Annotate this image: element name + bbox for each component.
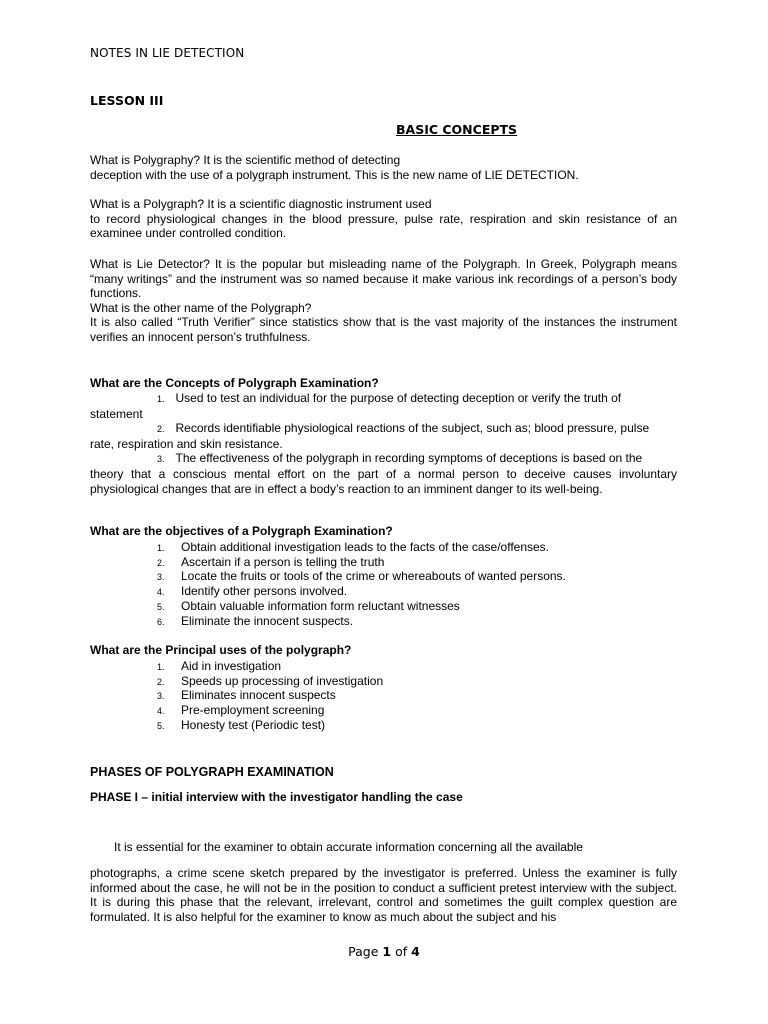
phases-heading: PHASES OF POLYGRAPH EXAMINATION — [90, 765, 334, 779]
page-word: Page — [348, 944, 379, 959]
polygraphy-line1: What is Polygraphy? It is the scientific method of detecting — [90, 153, 401, 167]
list-number: 6. — [157, 616, 165, 627]
uses-question: What are the Principal uses of the polygraph? — [90, 643, 352, 657]
list-number: 3. — [157, 691, 165, 702]
phase1-heading: PHASE I – initial interview with the investigator handling the case — [90, 790, 463, 804]
list-item-text: Eliminate the innocent suspects. — [181, 613, 354, 628]
list-number: 5. — [157, 720, 165, 731]
list-item — [157, 674, 677, 689]
list-item-text: Honesty test (Periodic test) — [181, 717, 326, 732]
other-name-question: What is the other name of the Polygraph? — [90, 300, 312, 315]
list-number: 1. — [157, 543, 165, 553]
list-item-text: Pre-employment screening — [181, 703, 325, 718]
polygraph-line1: What is a Polygraph? It is a scientific diagnostic instrument used — [90, 197, 432, 211]
list-item — [157, 718, 677, 733]
polygraph-line2: to record physiological changes in the blood pressure, pulse rate, respiration and skin resistance of an examinee under controlled condition. — [90, 211, 677, 241]
list-item-continuation: theory that a conscious mental effort on the part of a normal person to deceive causes involuntary physiological changes that are in effect a body’s reaction to an imminent danger to its well-being. — [90, 466, 677, 496]
list-item — [157, 540, 677, 555]
list-number: 2. — [157, 676, 165, 687]
list-item-text: Ascertain if a person is telling the truth — [181, 554, 385, 569]
page-total: 4 — [411, 944, 420, 959]
list-number: 3. — [157, 572, 165, 583]
list-item — [157, 688, 677, 703]
list-item-text: Records identifiable physiological reactions of the subject, such as; blood pressure, pulse — [175, 421, 650, 436]
list-item — [157, 584, 677, 599]
lie-detector-paragraph — [90, 257, 677, 345]
list-number: 3. — [157, 454, 165, 465]
of-word: of — [395, 944, 408, 959]
phase1-first-line: It is essential for the examiner to obtain accurate information concerning all the available — [114, 840, 583, 854]
polygraphy-line2: deception with the use of a polygraph instrument. This is the new name of LIE DETECTION. — [90, 167, 579, 182]
list-item — [157, 451, 677, 467]
list-item — [157, 599, 677, 614]
list-item-text: Aid in investigation — [181, 659, 282, 673]
list-item — [157, 614, 677, 629]
list-number: 1. — [157, 662, 165, 672]
list-item — [157, 421, 677, 437]
uses-list — [157, 659, 677, 733]
list-item — [157, 569, 677, 584]
list-number: 5. — [157, 601, 165, 612]
phase1-body: photographs, a crime scene sketch prepared by the investigator is preferred. Unless the examiner is fully informed about the case, he will not be in the position to conduct a sufficient pretest interview with the subject. It is during this phase that the relevant, irrelevant, control and sometimes the guilt complex question are formulated. It is also helpful for the examiner to know as much about the subject and his — [90, 866, 677, 924]
list-item-text: The effectiveness of the polygraph in recording symptoms of deceptions is based on the — [175, 451, 643, 466]
list-item — [157, 659, 677, 674]
polygraphy-paragraph — [90, 153, 677, 182]
page-footer — [0, 944, 768, 959]
list-item-continuation: rate, respiration and skin resistance. — [90, 436, 283, 451]
page-current: 1 — [382, 944, 392, 959]
list-number: 2. — [157, 424, 165, 435]
concepts-question: What are the Concepts of Polygraph Examination? — [90, 376, 379, 390]
list-item-text: Obtain additional investigation leads to the facts of the case/offenses. — [181, 540, 550, 554]
polygraph-paragraph — [90, 197, 677, 241]
list-item-text: Locate the fruits or tools of the crime or whereabouts of wanted persons. — [181, 569, 566, 584]
list-item-continuation: statement — [90, 406, 143, 421]
other-name-answer: It is also called “Truth Verifier” since statistics show that is the vast majority of the instances the instrument verifies an innocent person’s truthfulness. — [90, 315, 677, 344]
objectives-question: What are the objectives of a Polygraph Examination? — [90, 524, 393, 538]
lesson-label: LESSON III — [90, 93, 164, 108]
concepts-list — [90, 391, 677, 496]
list-number: 2. — [157, 557, 165, 568]
list-item-text: Used to test an individual for the purpose of detecting deception or verify the truth of — [175, 391, 622, 405]
list-item — [157, 391, 677, 407]
list-number: 1. — [157, 394, 165, 404]
running-header: NOTES IN LIE DETECTION — [90, 46, 245, 60]
list-number: 4. — [157, 706, 165, 717]
list-item — [157, 555, 677, 570]
lie-detector-text: What is Lie Detector? It is the popular but misleading name of the Polygraph. In Greek, Polygraph means “many writings” and the instrument was so named because it make various ink recordings of a person’s body functions. — [90, 257, 677, 301]
list-item-text: Obtain valuable information form reluctant witnesses — [181, 598, 460, 613]
list-item-text: Identify other persons involved. — [181, 584, 348, 599]
section-title: BASIC CONCEPTS — [396, 122, 518, 137]
list-item-text: Eliminates innocent suspects — [181, 688, 336, 703]
objectives-list — [157, 540, 677, 628]
list-item — [157, 703, 677, 718]
list-item-text: Speeds up processing of investigation — [181, 673, 384, 688]
list-number: 4. — [157, 587, 165, 598]
